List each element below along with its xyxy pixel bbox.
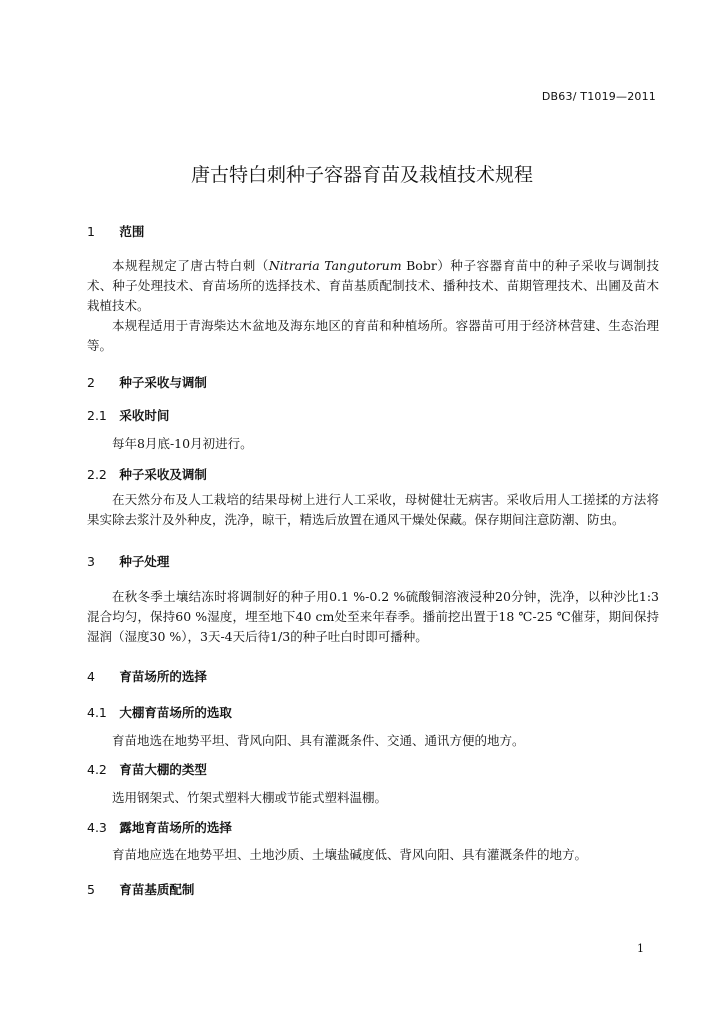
section-2-heading	[87, 373, 207, 391]
section-title: 种子采收与调制	[119, 375, 207, 390]
standard-code: DB63/ T1019—2011	[541, 90, 656, 103]
document-title: 唐古特白刺种子容器育苗及栽植技术规程	[190, 164, 533, 186]
section-number: 2.2	[87, 467, 107, 482]
section-4-1-paragraph: 育苗地选在地势平坦、背风向阳、具有灌溉条件、交通、通讯方便的地方。	[112, 733, 525, 748]
section-3-heading	[87, 552, 169, 570]
page-number: 1	[637, 942, 644, 955]
section-1-paragraph-1	[87, 256, 659, 316]
section-number: 3	[87, 554, 95, 569]
section-2-2-heading	[87, 465, 207, 483]
section-number: 4.2	[87, 762, 107, 777]
section-5-heading	[87, 880, 194, 898]
section-3-paragraph: 在秋冬季土壤结冻时将调制好的种子用0.1 %-0.2 %硫酸铜溶液浸种20分钟，洗净，以种沙比1:3混合均匀，保持60 %湿度，埋至地下40 cm处至来年春季。播前挖出置于18 ℃-25 ℃催芽，期间保持湿润（湿度30 %），3天-4天后待1/3的种子吐白时即可播种。	[87, 589, 659, 644]
section-4-3-heading	[87, 818, 232, 836]
section-number: 2.1	[87, 408, 107, 423]
section-title: 种子处理	[119, 554, 170, 569]
section-number: 4	[87, 669, 95, 684]
section-4-heading	[87, 667, 207, 685]
section-4-1-heading	[87, 703, 232, 721]
section-title: 范围	[119, 224, 145, 239]
section-number: 4.3	[87, 820, 107, 835]
section-title: 种子采收及调制	[119, 467, 207, 482]
text: Bobr）种子容器育苗中的种子采收与调制技术、种子处理技术、育苗场所的选择技术、育苗基质配制技术、播种技术、苗期管理技术、出圃及苗木栽植技术。	[87, 258, 659, 313]
section-4-2-heading	[87, 760, 207, 778]
section-number: 4.1	[87, 705, 107, 720]
section-1-heading	[87, 222, 144, 240]
section-number: 5	[87, 882, 95, 897]
section-title: 露地育苗场所的选择	[119, 820, 232, 835]
section-2-1-heading	[87, 406, 169, 424]
section-number: 2	[87, 375, 95, 390]
section-title: 育苗大棚的类型	[119, 762, 207, 777]
section-title: 育苗基质配制	[119, 882, 195, 897]
section-title: 大棚育苗场所的选取	[119, 705, 232, 720]
scientific-name: Nitraria Tangutorum	[268, 258, 402, 273]
section-number: 1	[87, 224, 95, 239]
section-2-2-paragraph: 在天然分布及人工栽培的结果母树上进行人工采收，母树健壮无病害。采收后用人工搓揉的方法将果实除去浆汁及外种皮，洗净，晾干，精选后放置在通风干燥处保藏。保存期间注意防潮、防虫。	[87, 492, 659, 527]
section-1-paragraph-2: 本规程适用于青海柴达木盆地及海东地区的育苗和种植场所。容器苗可用于经济林营建、生态治理等。	[87, 318, 659, 353]
section-title: 采收时间	[119, 408, 170, 423]
text: 本规程规定了唐古特白刺（	[112, 258, 269, 273]
section-4-2-paragraph: 选用钢架式、竹架式塑料大棚或节能式塑料温棚。	[112, 790, 388, 805]
section-title: 育苗场所的选择	[119, 669, 207, 684]
section-4-3-paragraph: 育苗地应选在地势平坦、土地沙质、土壤盐碱度低、背风向阳、具有灌溉条件的地方。	[112, 847, 588, 862]
section-2-1-paragraph: 每年8月底-10月初进行。	[112, 436, 253, 451]
